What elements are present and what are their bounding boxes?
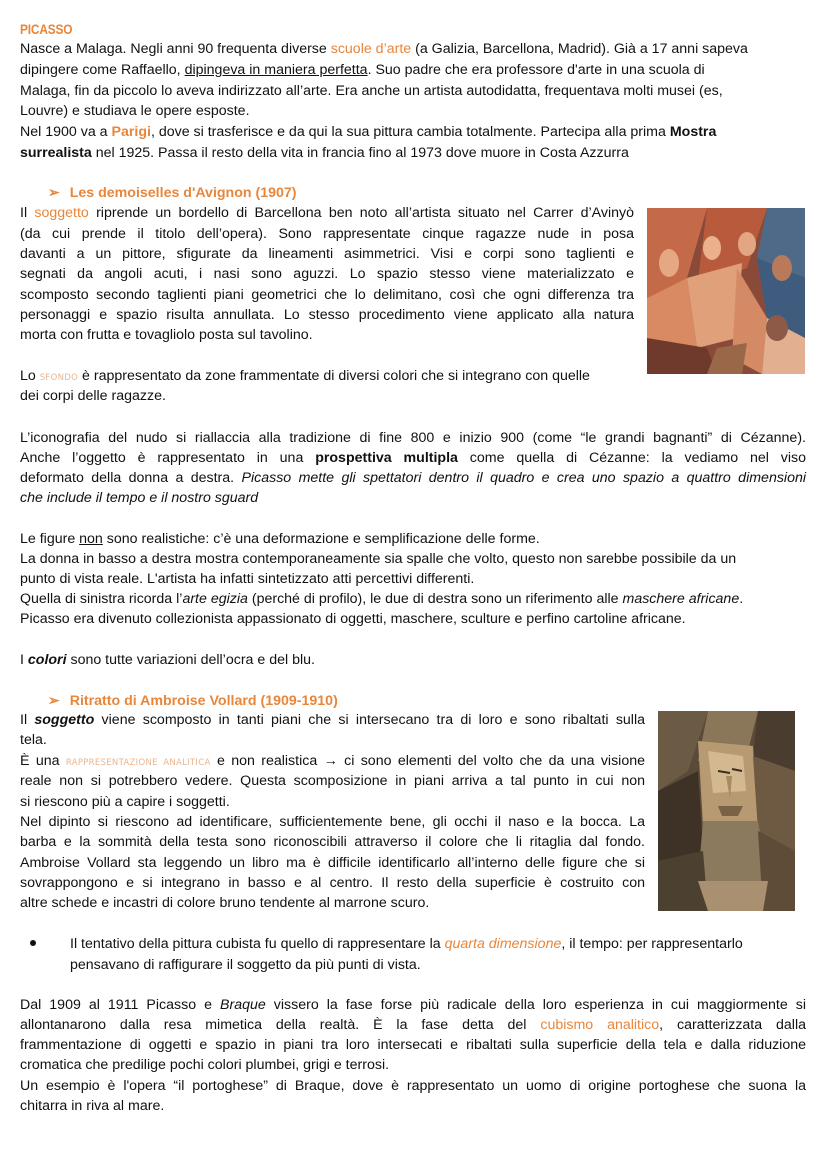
heading-text: Les demoiselles d'Avignon (1907) <box>69 185 297 201</box>
text: e non realistica → ci sono elementi del volto che da una visione <box>210 753 646 769</box>
text: Anche l’oggetto è rappresentato in una <box>20 450 316 466</box>
italic-text: Picasso mette gli spettatori dentro il quadro e crea uno spazio a quattro dimensioni <box>241 470 807 486</box>
text: Le figure <box>20 531 80 547</box>
underlined-text: dipingeva in maniera perfetta <box>184 62 368 78</box>
final-line-4: cromatica che predilige pochi colori plumbei, grigi e terrosi. <box>20 1057 390 1073</box>
text: viene scomposto in tanti piani che si intersecano tra di loro e sono ribaltati sulla <box>94 712 645 728</box>
text: come quella di Cézanne: la vediamo nel viso <box>457 450 807 466</box>
s1-p1-line-3: davanti a un pittore, sfigurate da lineamenti asimmetrici. Visi e corpi sono taglienti e <box>20 246 634 262</box>
intro-line-4: Louvre) e studiava le opere esposte. <box>20 103 250 119</box>
text: Nel 1900 va a <box>20 124 112 140</box>
text: allontanarono dalla resa mimetica della realtà. È la fase detta del <box>20 1017 541 1033</box>
rappresentazione-analitica-label: RAPPRESENTAZIONE ANALITICA <box>65 758 211 768</box>
s2-line-8: Ambroise Vollard sta leggendo un libro ma è difficile identificarlo all’interno delle figure che si <box>20 855 645 871</box>
text: sono tutte variazioni dell’ocra e del blu. <box>66 652 315 668</box>
text: vissero la fase forse più radicale della loro esperienza in cui maggiormente si <box>265 997 806 1013</box>
painting-vollard-image <box>658 711 795 911</box>
s1-p1-line-2: (da cui prende il titolo dell’opera). Sono rappresentate cinque ragazze nude in posa <box>20 226 634 242</box>
final-line-3: frammentazione di oggetti e spazio in piani tra loro intersecati e ribaltati sulla superficie della tela e dalla riduzione <box>20 1037 806 1053</box>
text: Il <box>20 712 35 728</box>
s1-p1-line-1 <box>20 203 634 223</box>
text: è rappresentato da zone frammentate di diversi colori che si integrano con quelle <box>78 368 590 384</box>
s1-p3-line-1: L’iconografia del nudo si riallaccia alla tradizione di fine 800 e inizio 900 (come “le grandi bagnanti” di Cézanne). <box>20 430 806 446</box>
s1-p4-line-5: Picasso era divenuto collezionista appassionato di oggetti, maschere, sculture e perfino cartoline africane. <box>20 611 686 627</box>
s1-p4-line-2: La donna in basso a destra mostra contemporaneamente sia spalle che volto, questo non sarebbe possibile da un <box>20 551 737 567</box>
final-line-1 <box>20 995 806 1015</box>
bold-text: surrealista <box>20 145 92 161</box>
intro-line-3: Malaga, fin da piccolo lo aveva indirizzato all’arte. Era anche un artista autodidatta, frequentava molti musei (es, <box>20 83 723 99</box>
painting-demoiselles-image <box>647 208 805 374</box>
section-heading-vollard <box>48 690 338 711</box>
text: (perché di profilo), le due di destra sono un riferimento alle <box>247 591 623 607</box>
painting-demoiselles-svg <box>647 208 805 374</box>
highlight-parigi: Parigi <box>111 124 151 140</box>
bold-text: Mostra <box>669 124 717 140</box>
bullet-dot-icon <box>30 940 36 946</box>
s1-p4-line-3: punto di vista reale. L'artista ha infatti sintetizzato atti percettivi differenti. <box>20 571 475 587</box>
text: . <box>739 591 744 607</box>
s2-line-3 <box>20 751 645 773</box>
s1-p3-line-4: che include il tempo e il nostro sguard <box>20 490 259 506</box>
s1-p1-line-7: morta con frutta e tovagliolo posta sul tavolino. <box>20 327 313 343</box>
s2-line-10: altre schede e incastri di colore bruno tendente al marrone scuro. <box>20 895 430 911</box>
bullet-line-1 <box>70 934 743 954</box>
bold-text: prospettiva multipla <box>315 450 458 466</box>
painting-vollard-svg <box>658 711 795 911</box>
s1-p1-line-6: personaggi e spazio risulta annullata. Lo stesso procedimento viene applicato alla natura <box>20 307 634 323</box>
text: sono realistiche: c’è una deformazione e semplificazione delle forme. <box>102 531 540 547</box>
text: riprende un bordello di Barcellona ben noto all’artista situato nel Carrer d’Avinyò <box>88 205 634 221</box>
text: nel 1925. Passa il resto della vita in francia fino al 1973 dove muore in Costa Azzurra <box>91 145 629 161</box>
s2-line-2: tela. <box>20 732 47 748</box>
s1-p1-line-4: segnati da angoli acuti, i nasi sono aguzzi. Lo spazio stesso viene materializzato e <box>20 266 634 282</box>
final-line-5: Un esempio è l'opera “il portoghese” di Braque, dove è rappresentato un uomo di origine portoghese che suona la <box>20 1078 806 1094</box>
heading-text: Ritratto di Ambroise Vollard (1909-1910) <box>69 693 338 709</box>
s2-line-1 <box>20 710 645 730</box>
text: , dove si trasferisce e da qui la sua pittura cambia totalmente. Partecipa alla prima <box>150 124 670 140</box>
intro-line-2 <box>20 60 705 80</box>
text: deformato della donna a destra. <box>20 470 242 486</box>
s1-p3-line-2 <box>20 448 806 468</box>
bold-italic-text: soggetto <box>34 712 95 728</box>
text: Il tentativo della pittura cubista fu quello di rappresentare la <box>70 936 445 952</box>
sfondo-label: SFONDO <box>39 373 79 383</box>
highlight-quarta-dimensione: quarta dimensione <box>444 936 562 952</box>
text: Il <box>20 205 35 221</box>
highlight-soggetto: soggetto <box>34 205 89 221</box>
final-line-2 <box>20 1015 806 1035</box>
underlined-text: non <box>79 531 103 547</box>
italic-text: arte egizia <box>182 591 248 607</box>
highlight-cubismo-analitico: cubismo analitico <box>540 1017 660 1033</box>
bold-italic-text: colori <box>27 652 67 668</box>
s1-p5-line-1 <box>20 650 315 670</box>
s1-p2-line-2: dei corpi delle ragazze. <box>20 388 166 404</box>
arrow-bullet-icon: ➢ <box>48 692 60 708</box>
s1-p4-line-1 <box>20 529 540 549</box>
s1-p2-line-1 <box>20 366 590 388</box>
italic-text: Braque <box>220 997 266 1013</box>
s1-p4-line-4 <box>20 589 743 609</box>
intro-line-1 <box>20 39 748 59</box>
s2-line-6: Nel dipinto si riescono ad identificare, sufficientemente bene, gli occhi il naso e la bocca. La <box>20 814 645 830</box>
text: , il tempo: per rappresentarlo <box>561 936 743 952</box>
s2-line-9: sovrappongono e si integrano in basso e al centro. Il resto della superficie è costruito con <box>20 875 645 891</box>
text: . Suo padre che era professore d'arte in una scuola di <box>367 62 705 78</box>
text: Nasce a Malaga. Negli anni 90 frequenta diverse <box>20 41 331 57</box>
italic-text: maschere africane <box>622 591 740 607</box>
text: (a Galizia, Barcellona, Madrid). Già a 17 anni sapeva <box>411 41 748 57</box>
text: dipingere come Raffaello, <box>20 62 185 78</box>
text: È una <box>20 753 66 769</box>
s2-line-7: barba e la sommità della testa sono riconoscibili attraverso il colore che li ritaglia dal fondo. <box>20 834 645 850</box>
page-title: PICASSO <box>20 21 73 37</box>
text: I <box>20 652 28 668</box>
s2-line-4: reale non si potrebbero vedere. Questa scomposizione in piani arriva a tal punto in cui non <box>20 773 645 789</box>
s1-p1-line-5: scomposto secondo taglienti piani geometrici che lo delimitano, così che ogni differenza tra <box>20 287 634 303</box>
intro-line-5 <box>20 122 716 142</box>
text: , caratterizzata dalla <box>659 1017 807 1033</box>
text: Quella di sinistra ricorda l’ <box>20 591 183 607</box>
s2-line-5: si riescono più a capire i soggetti. <box>20 794 230 810</box>
s1-p3-line-3 <box>20 468 806 488</box>
section-heading-demoiselles <box>48 182 297 203</box>
text: Lo <box>20 368 40 384</box>
final-line-6: chitarra in riva al mare. <box>20 1098 165 1114</box>
highlight-scuole: scuole d’arte <box>330 41 412 57</box>
arrow-bullet-icon: ➢ <box>48 184 60 200</box>
intro-line-6 <box>20 143 629 163</box>
bullet-line-2: pensavano di raffigurare il soggetto da più punti di vista. <box>70 957 421 973</box>
text: Dal 1909 al 1911 Picasso e <box>20 997 221 1013</box>
